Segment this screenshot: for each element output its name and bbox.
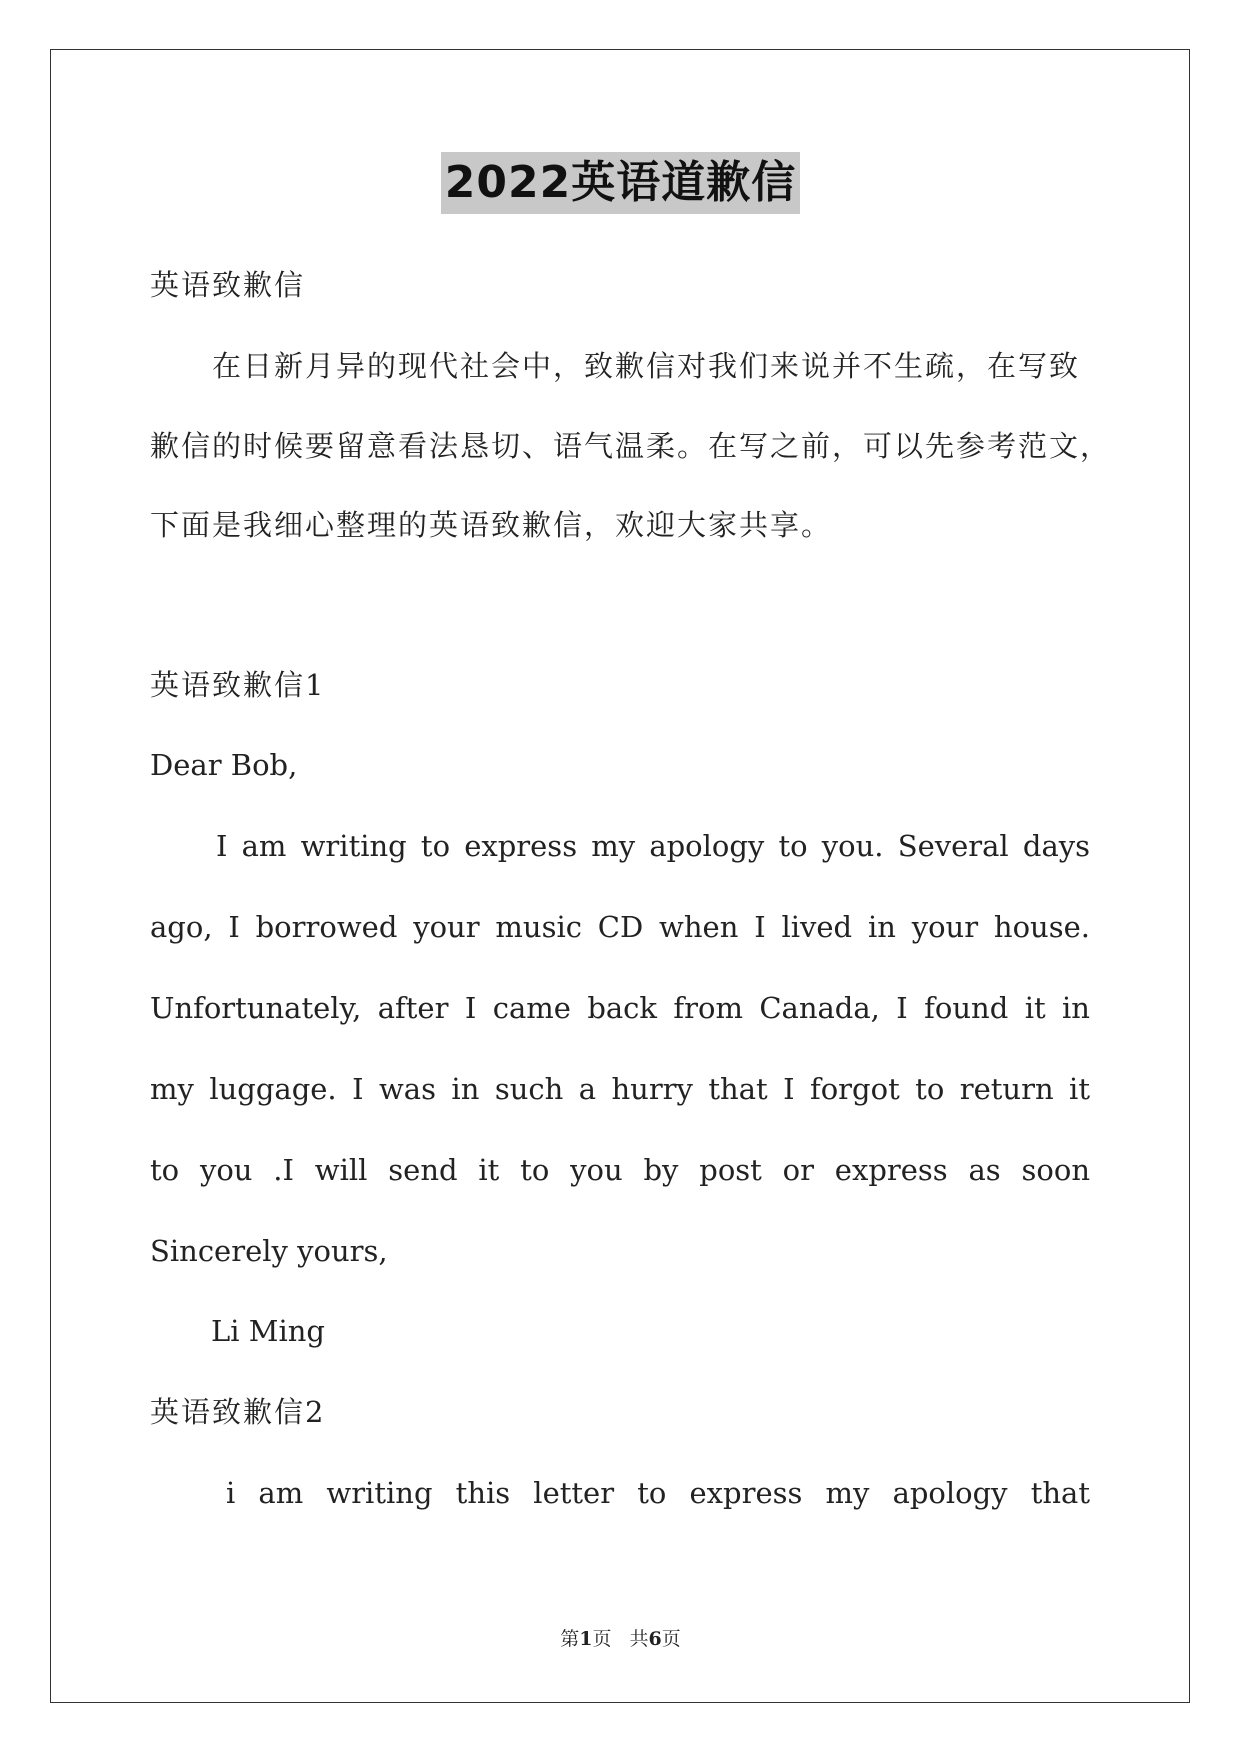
intro-line-3: 下面是我细心整理的英语致歉信，欢迎大家共享。: [150, 508, 833, 542]
letter2-body-line-1: i am writing this letter to express my apology that: [226, 1476, 1090, 1510]
intro-line-2: 歉信的时候要留意看法恳切、语气温柔。在写之前，可以先参考范文，: [150, 429, 1112, 463]
letter1-body-line-4: my luggage. I was in such a hurry that I forgot to return it: [150, 1072, 1090, 1106]
intro-line-1: 在日新月异的现代社会中，致歉信对我们来说并不生疏，在写致: [212, 349, 1081, 383]
footer-total-prefix: 共: [629, 1628, 649, 1650]
letter1-body-line-2: ago, I borrowed your music CD when I lived in your house.: [150, 910, 1090, 944]
document-title: 2022英语道歉信: [441, 152, 800, 214]
letter1-body-line-1: I am writing to express my apology to you. Several days: [216, 829, 1090, 863]
letter1-body-line-5: to you .I will send it to you by post or express as soon: [150, 1153, 1090, 1187]
letter1-heading: 英语致歉信1: [150, 668, 326, 702]
page-footer: [0, 1626, 1241, 1652]
footer-page-number: 1: [579, 1628, 593, 1650]
letter1-greeting: Dear Bob,: [150, 748, 298, 782]
footer-total-pages: 6: [648, 1628, 662, 1650]
footer-prefix: 第: [560, 1628, 580, 1650]
letter2-heading: 英语致歉信2: [150, 1395, 326, 1429]
letter1-body-line-3: Unfortunately, after I came back from Canada, I found it in: [150, 991, 1090, 1025]
letter1-signature: Li Ming: [211, 1314, 325, 1348]
section-heading: 英语致歉信: [150, 268, 306, 302]
footer-total-suffix: 页: [661, 1628, 681, 1650]
title-container: [0, 152, 1241, 214]
letter1-closing: Sincerely yours,: [150, 1234, 388, 1268]
footer-page-suffix: 页: [592, 1628, 612, 1650]
